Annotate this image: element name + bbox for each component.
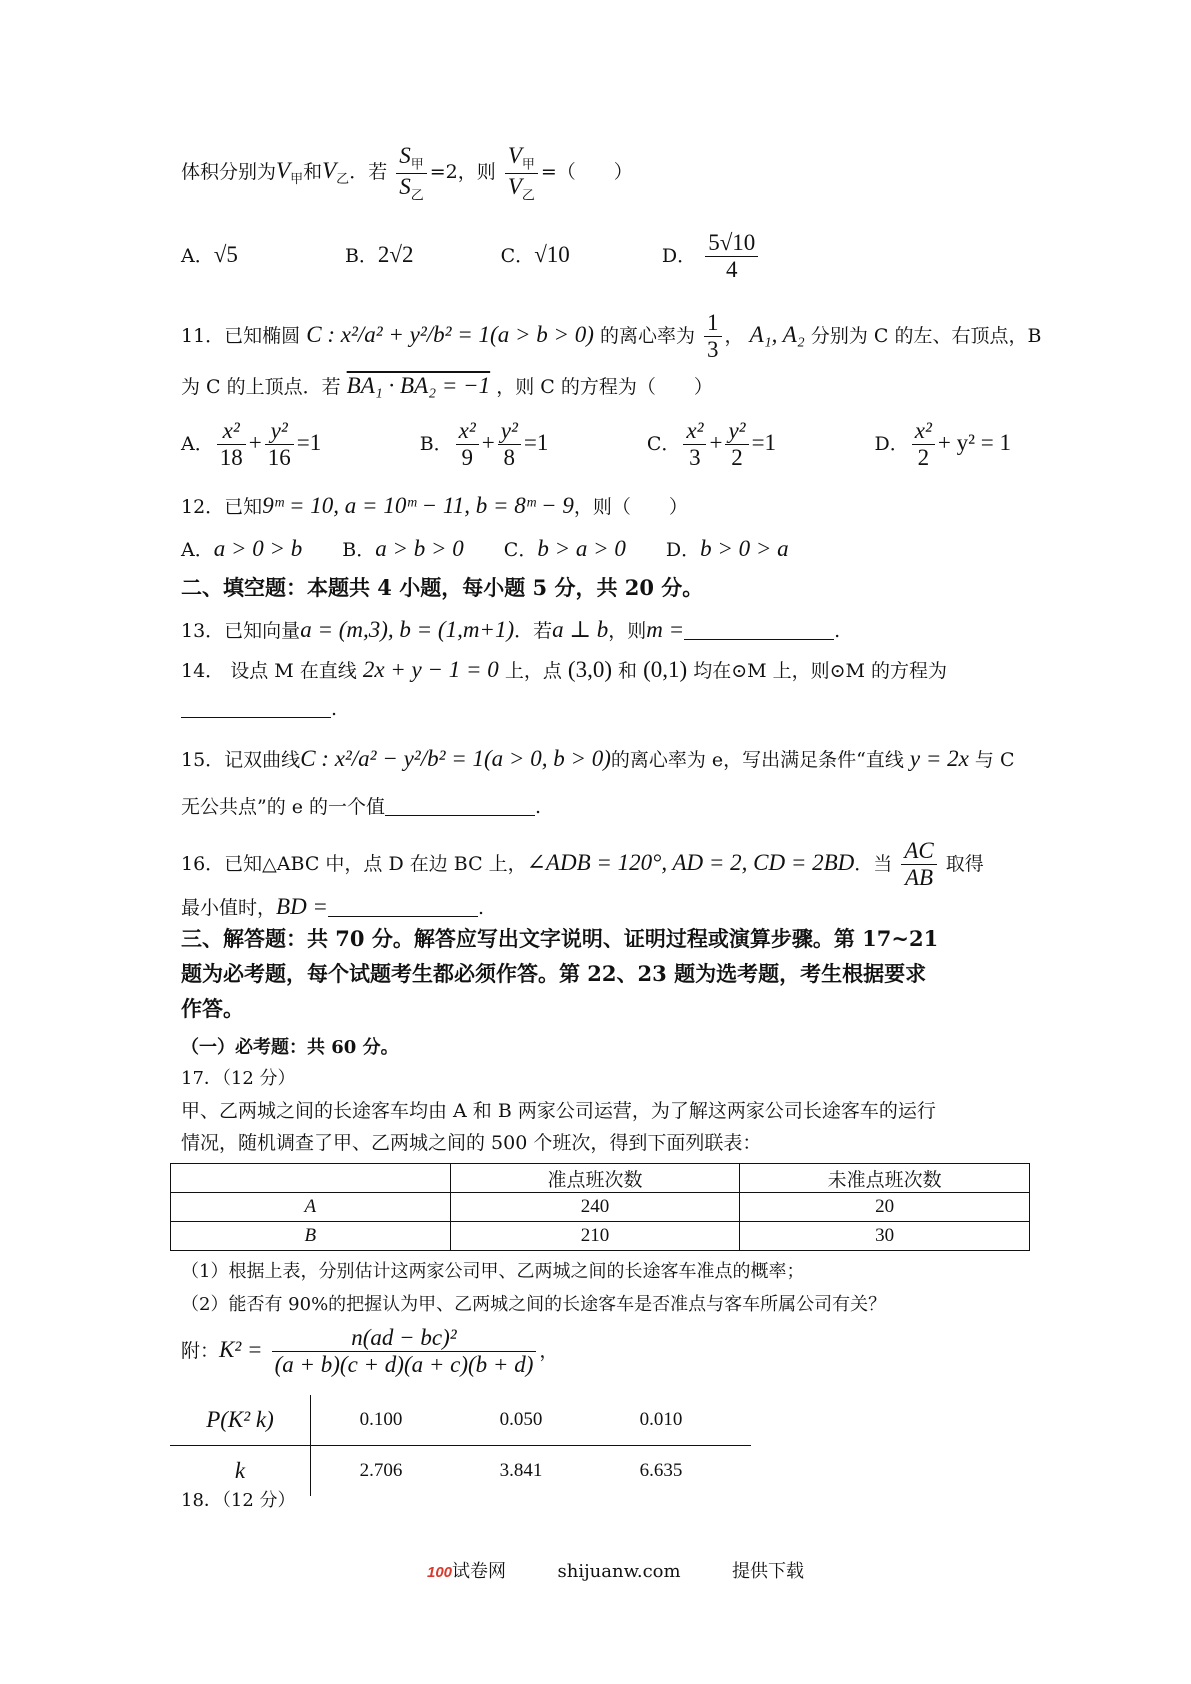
q12-option: B．a > b > 0 [342, 536, 464, 561]
q13-answer-blank[interactable] [684, 620, 834, 640]
q15-line2: 无公共点”的 e 的一个值 . [181, 796, 542, 818]
q11-option: C． $\frac{\text{x²}}{3}$ + $\frac{\text{y²}}{2}$ =1 [646, 418, 777, 471]
q11-line1: 11．已知椭圆 C : x²/a² + y²/b² = 1(a > b > 0) 的离心率为 $\frac{1}{3}$ ， A₁, A₂ 分别为 C 的左、右顶点，B [181, 310, 1042, 363]
section-2-heading: 二、填空题：本题共 4 小题，每小题 5 分，共 20 分。 [181, 575, 704, 600]
table-cell: 20 [740, 1193, 1030, 1222]
table-row [171, 1222, 1030, 1251]
eccentricity-frac: $\frac{1}{3}$ [704, 310, 722, 364]
table-cell: 2.706 [359, 1460, 403, 1481]
q11-options [181, 418, 1011, 472]
section-3-line2: 题为必考题，每个试题考生都必须作答。第 22、23 题为选考题，考生根据要求 [181, 961, 927, 986]
q17-heading: 17．（12 分） [181, 1068, 296, 1089]
table-cell: 240 [450, 1193, 740, 1222]
q12-option: A．a > 0 > b [181, 536, 303, 561]
table-cell: 210 [450, 1222, 740, 1251]
table-row [170, 1446, 751, 1497]
table-cell: 3.841 [499, 1460, 543, 1481]
table-cell [731, 1395, 751, 1446]
q14-answer-blank[interactable] [181, 698, 331, 718]
section-3-line3: 作答。 [181, 996, 244, 1021]
q16-answer-blank[interactable] [328, 897, 478, 917]
table-cell: 30 [740, 1222, 1030, 1251]
q10-d-frac: $\frac{5√10}{4}$ [705, 230, 758, 284]
site-url[interactable]: shijuanw.com [557, 1561, 681, 1582]
q17-part2: （2）能否有 90%的把握认为甲、乙两城之间的长途客车是否准点与客车所属公司有关？ [181, 1294, 887, 1315]
k-label: k [170, 1446, 311, 1497]
ellipse-equation: C : x²/a² + y²/b² = 1(a > b > 0) [306, 321, 594, 347]
v-ratio: $\frac{V_甲}{V_乙}$ [505, 143, 538, 203]
contingency-table [170, 1163, 1030, 1251]
q11-option: D． $\frac{\text{x²}}{2}$ + y² = 1 [874, 418, 1011, 471]
table-cell [731, 1446, 751, 1497]
q17-part1: （1）根据上表，分别估计这两家公司甲、乙两城之间的长途客车准点的概率； [181, 1261, 805, 1282]
q11-option: B． $\frac{\text{x²}}{9}$ + $\frac{\text{y²}}{8}$ =1 [419, 418, 549, 471]
q16-frac: $\frac{AC}{AB}$ [901, 838, 936, 892]
q12-option: C．b > a > 0 [503, 536, 626, 561]
q17-text1: 甲、乙两城之间的长途客车均由 A 和 B 两家公司运营，为了解这两家公司长途客车的运行 [181, 1100, 936, 1122]
section-3-line1: 三、解答题：共 70 分。解答应写出文字说明、证明过程或演算步骤。第 17~21 [181, 926, 939, 951]
column-header: 未准点班次数 [740, 1164, 1030, 1193]
table-cell: A [171, 1193, 451, 1222]
q16-line1: 16．已知△ABC 中，点 D 在边 BC 上，∠ADB = 120°, AD = 2, CD = 2BD．当 $\frac{AC}{AB}$ 取得 [181, 838, 984, 891]
k2-frac: $\frac{\text{n(ad − bc)²}}{(a + b)(c + d)(a + c)(b + d)}$ [272, 1325, 537, 1379]
q10-options: A．√5 B．2√2 C．√10 D． $\frac{5√10}{4}$ [181, 230, 761, 284]
k2-formula: 附：K² = $\frac{\text{n(ad − bc)²}}{(a + b)(c + d)(a + c)(b + d)}$ ， [181, 1325, 559, 1378]
q10-stem: 体积分别为$V_甲$和$V_乙$．若 $\frac{S_甲}{S_乙}$ =2，则 $\frac{V_甲}{V_乙}$ =（ ） [181, 143, 633, 203]
table-header-row [171, 1164, 1030, 1193]
table-cell: 6.635 [639, 1460, 683, 1481]
q16-line2: 最小值时，BD = . [181, 894, 484, 919]
dot-product: BA₁ · BA₂ = −1 [346, 373, 491, 398]
subsection-required: （一）必考题：共 60 分。 [181, 1037, 399, 1058]
q17-text2: 情况，随机调查了甲、乙两城之间的 500 个班次，得到下面列联表： [181, 1132, 762, 1154]
table-cell: 0.050 [451, 1395, 591, 1446]
column-header: 准点班次数 [450, 1164, 740, 1193]
q11-option: A． $\frac{\text{x²}}{18}$ + $\frac{\text{y²}}{16}$ =1 [181, 418, 322, 471]
q12-stem: 12．已知9ᵐ = 10, a = 10ᵐ − 11, b = 8ᵐ − 9，则（ ） [181, 493, 688, 518]
q14-line2: . [181, 698, 337, 722]
q18-heading: 18．（12 分） [181, 1490, 296, 1511]
s-ratio: $\frac{S_甲}{S_乙}$ [396, 143, 427, 203]
table-cell: B [171, 1222, 451, 1251]
column-header [171, 1164, 451, 1193]
table-cell: 0.100 [311, 1395, 452, 1446]
table-row [171, 1193, 1030, 1222]
p-label: P(K² k) [170, 1395, 311, 1446]
q14-line1: 14． 设点 M 在直线 2x + y − 1 = 0 上，点 (3,0) 和 (0,1) 均在⊙M 上，则⊙M 的方程为 [181, 657, 948, 682]
q12-option: D．b > 0 > a [665, 536, 789, 561]
q15-answer-blank[interactable] [385, 796, 535, 816]
critical-value-table [170, 1395, 751, 1496]
q15-line1: 15．记双曲线C : x²/a² − y²/b² = 1(a > 0, b > 0)的离心率为 e，写出满足条件“直线 y = 2x 与 C [181, 746, 1015, 771]
table-row [170, 1395, 751, 1446]
site-logo: 100 [427, 1564, 453, 1581]
table-cell: 0.010 [591, 1395, 731, 1446]
q13: 13．已知向量a = (m,3), b = (1,m+1)．若a ⊥ b，则m = . [181, 617, 841, 642]
q11-line2: 为 C 的上顶点．若 BA₁ · BA₂ = −1 ，则 C 的方程为（ ） [181, 373, 713, 398]
q12-options [181, 535, 829, 564]
footer: 100试卷网 shijuanw.com 提供下载 [427, 1561, 805, 1582]
